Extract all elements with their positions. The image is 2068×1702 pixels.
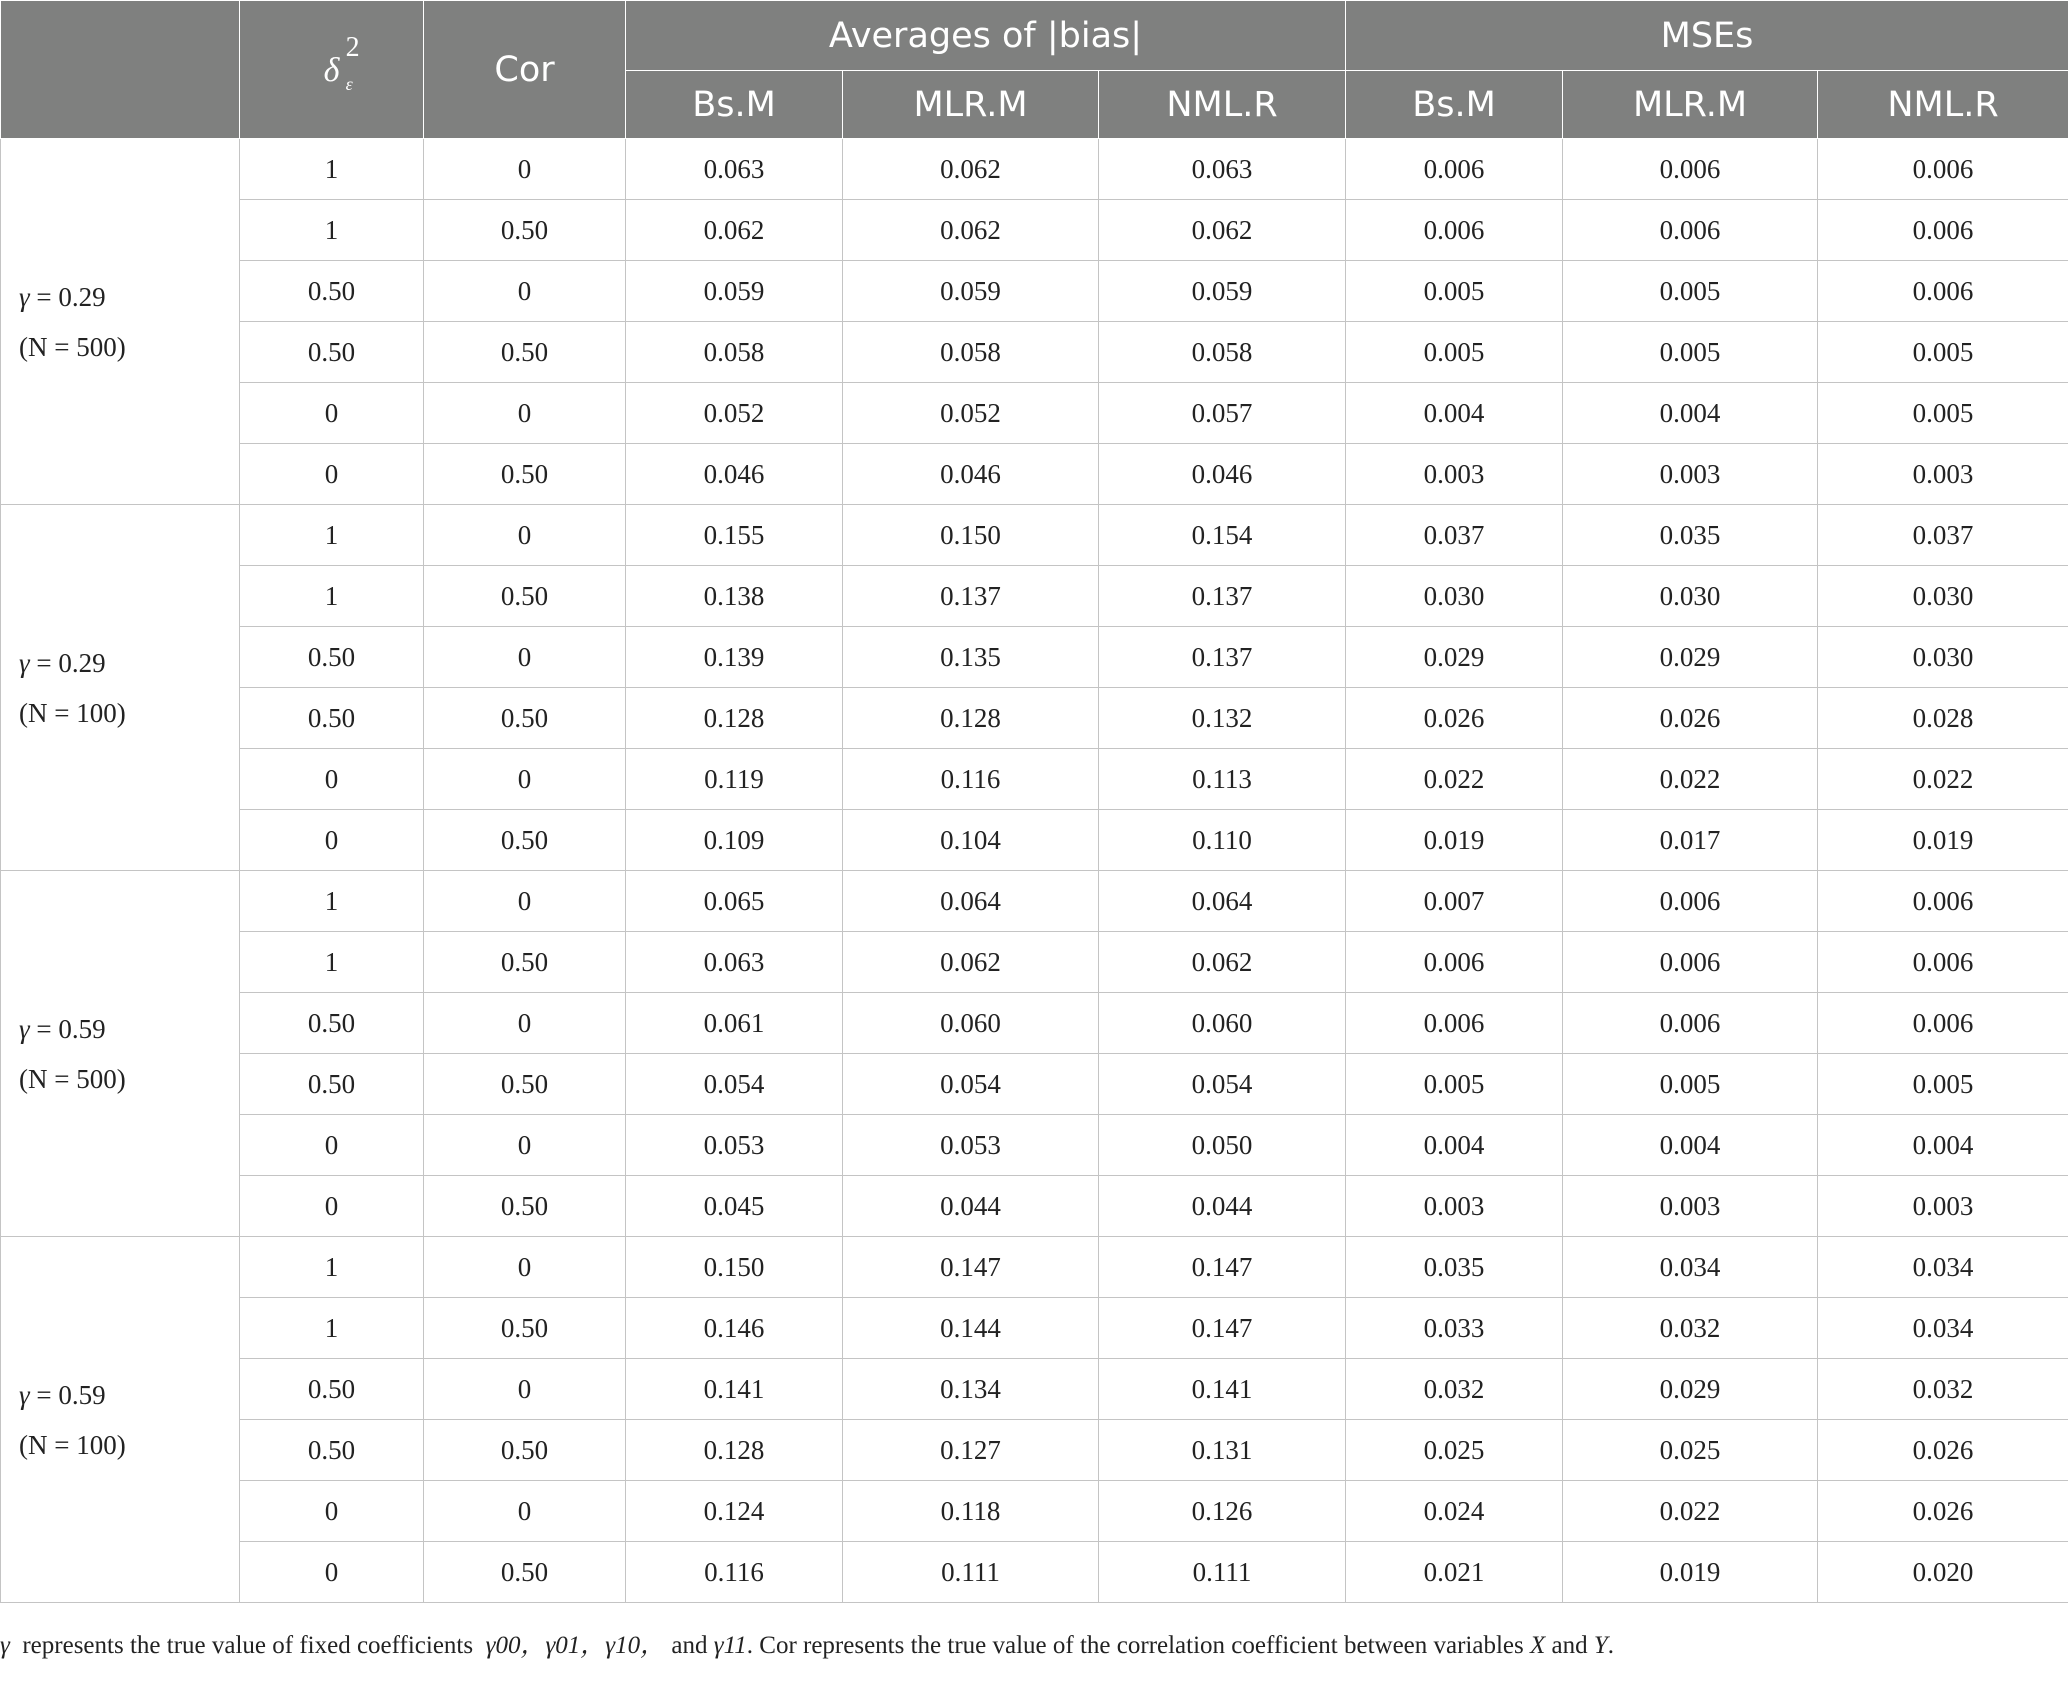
cell-delta: 1 (240, 200, 424, 261)
table-row (1, 566, 2068, 627)
table-header (1, 1, 2068, 139)
cell-mse-bsm: 0.006 (1346, 139, 1563, 200)
table-row (1, 322, 2068, 383)
cell-mse-nmlr: 0.034 (1818, 1298, 2068, 1359)
cell-delta: 1 (240, 139, 424, 200)
cell-cor: 0.50 (424, 1542, 626, 1603)
cell-mse-nmlr: 0.022 (1818, 749, 2068, 810)
cell-bias-bsm: 0.109 (626, 810, 843, 871)
cell-mse-bsm: 0.006 (1346, 932, 1563, 993)
cell-bias-mlrm: 0.062 (843, 932, 1099, 993)
cell-mse-bsm: 0.029 (1346, 627, 1563, 688)
cell-bias-nmlr: 0.063 (1099, 139, 1346, 200)
cell-delta: 0.50 (240, 993, 424, 1054)
cell-bias-bsm: 0.063 (626, 932, 843, 993)
cell-cor: 0 (424, 383, 626, 444)
table-row (1, 993, 2068, 1054)
cell-bias-bsm: 0.119 (626, 749, 843, 810)
cell-bias-bsm: 0.062 (626, 200, 843, 261)
group-gamma-line (19, 638, 239, 688)
footnote-var-y: Y (1593, 1632, 1608, 1659)
table-row (1, 1359, 2068, 1420)
cell-bias-nmlr: 0.064 (1099, 871, 1346, 932)
cell-mse-mlrm: 0.006 (1563, 932, 1818, 993)
cell-delta: 0 (240, 444, 424, 505)
header-bias-nmlr: NML.R (1099, 71, 1346, 139)
cell-cor: 0.50 (424, 688, 626, 749)
cell-cor: 0 (424, 627, 626, 688)
cell-cor: 0 (424, 261, 626, 322)
cell-bias-nmlr: 0.113 (1099, 749, 1346, 810)
cell-mse-nmlr: 0.004 (1818, 1115, 2068, 1176)
cell-bias-nmlr: 0.126 (1099, 1481, 1346, 1542)
cell-cor: 0.50 (424, 1298, 626, 1359)
cell-mse-bsm: 0.004 (1346, 383, 1563, 444)
cell-mse-nmlr: 0.006 (1818, 261, 2068, 322)
cell-mse-bsm: 0.005 (1346, 261, 1563, 322)
cell-bias-bsm: 0.146 (626, 1298, 843, 1359)
table-row (1, 1115, 2068, 1176)
cell-mse-bsm: 0.025 (1346, 1420, 1563, 1481)
table-row (1, 871, 2068, 932)
cell-mse-mlrm: 0.022 (1563, 749, 1818, 810)
table-row (1, 444, 2068, 505)
cell-bias-mlrm: 0.059 (843, 261, 1099, 322)
header-bias-bsm: Bs.M (626, 71, 843, 139)
footnote-text-and: and (1545, 1632, 1594, 1659)
cell-mse-bsm: 0.033 (1346, 1298, 1563, 1359)
header-mse-nmlr: NML.R (1818, 71, 2068, 139)
table-body (1, 139, 2068, 1603)
cell-mse-mlrm: 0.026 (1563, 688, 1818, 749)
cell-mse-mlrm: 0.019 (1563, 1542, 1818, 1603)
cell-delta: 0 (240, 810, 424, 871)
footnote-end: . (1607, 1632, 1615, 1659)
cell-bias-nmlr: 0.054 (1099, 1054, 1346, 1115)
cell-mse-nmlr: 0.037 (1818, 505, 2068, 566)
cell-delta: 1 (240, 1237, 424, 1298)
table-row (1, 1237, 2068, 1298)
cell-bias-mlrm: 0.104 (843, 810, 1099, 871)
cell-mse-mlrm: 0.003 (1563, 444, 1818, 505)
header-mses: MSEs (1346, 1, 2068, 71)
cell-mse-nmlr: 0.005 (1818, 383, 2068, 444)
cell-bias-mlrm: 0.150 (843, 505, 1099, 566)
group-gamma-symbol: γ (19, 1013, 30, 1044)
group-gamma-symbol: γ (19, 1379, 30, 1410)
cell-mse-mlrm: 0.034 (1563, 1237, 1818, 1298)
cell-delta: 0.50 (240, 1420, 424, 1481)
group-label-cell (1, 505, 240, 871)
table-row (1, 139, 2068, 200)
cell-mse-nmlr: 0.030 (1818, 627, 2068, 688)
cell-bias-bsm: 0.061 (626, 993, 843, 1054)
table-row (1, 1054, 2068, 1115)
table-row (1, 932, 2068, 993)
cell-bias-mlrm: 0.058 (843, 322, 1099, 383)
cell-mse-bsm: 0.021 (1346, 1542, 1563, 1603)
cell-mse-bsm: 0.024 (1346, 1481, 1563, 1542)
cell-mse-mlrm: 0.006 (1563, 139, 1818, 200)
cell-cor: 0.50 (424, 932, 626, 993)
cell-bias-nmlr: 0.059 (1099, 261, 1346, 322)
cell-bias-nmlr: 0.111 (1099, 1542, 1346, 1603)
group-gamma-value: = 0.29 (29, 281, 106, 312)
cell-bias-mlrm: 0.118 (843, 1481, 1099, 1542)
cell-bias-bsm: 0.150 (626, 1237, 843, 1298)
cell-mse-mlrm: 0.017 (1563, 810, 1818, 871)
table-row (1, 1420, 2068, 1481)
cell-mse-nmlr: 0.034 (1818, 1237, 2068, 1298)
delta-symbol: δ 2 ε (323, 31, 360, 94)
cell-bias-mlrm: 0.062 (843, 139, 1099, 200)
cell-bias-mlrm: 0.137 (843, 566, 1099, 627)
cell-bias-mlrm: 0.054 (843, 1054, 1099, 1115)
cell-bias-bsm: 0.059 (626, 261, 843, 322)
footnote-var-x: X (1530, 1632, 1546, 1659)
cell-bias-mlrm: 0.044 (843, 1176, 1099, 1237)
cell-bias-bsm: 0.155 (626, 505, 843, 566)
cell-bias-mlrm: 0.116 (843, 749, 1099, 810)
cell-delta: 1 (240, 871, 424, 932)
cell-mse-bsm: 0.030 (1346, 566, 1563, 627)
table-row (1, 688, 2068, 749)
cell-bias-bsm: 0.046 (626, 444, 843, 505)
cell-mse-mlrm: 0.032 (1563, 1298, 1818, 1359)
cell-bias-nmlr: 0.147 (1099, 1298, 1346, 1359)
cell-cor: 0 (424, 505, 626, 566)
cell-mse-mlrm: 0.006 (1563, 200, 1818, 261)
footnote-coefs: γ00，γ01，γ10， (485, 1632, 666, 1659)
cell-bias-bsm: 0.045 (626, 1176, 843, 1237)
cell-mse-bsm: 0.006 (1346, 200, 1563, 261)
cell-mse-bsm: 0.007 (1346, 871, 1563, 932)
group-sample-size: (N = 500) (19, 331, 126, 362)
cell-bias-bsm: 0.063 (626, 139, 843, 200)
cell-cor: 0 (424, 1481, 626, 1542)
cell-bias-mlrm: 0.135 (843, 627, 1099, 688)
cell-cor: 0 (424, 139, 626, 200)
group-label-cell (1, 1237, 240, 1603)
cell-mse-bsm: 0.004 (1346, 1115, 1563, 1176)
cell-bias-bsm: 0.124 (626, 1481, 843, 1542)
cell-mse-nmlr: 0.005 (1818, 322, 2068, 383)
header-mse-bsm: Bs.M (1346, 71, 1563, 139)
footnote-text-2: and (665, 1632, 714, 1659)
footnote-text-1: represents the true value of fixed coefficients (9, 1632, 486, 1659)
table-row (1, 749, 2068, 810)
cell-bias-bsm: 0.058 (626, 322, 843, 383)
cell-delta: 0.50 (240, 322, 424, 383)
cell-cor: 0 (424, 871, 626, 932)
cell-mse-bsm: 0.006 (1346, 993, 1563, 1054)
cell-delta: 1 (240, 566, 424, 627)
cell-mse-nmlr: 0.006 (1818, 871, 2068, 932)
cell-mse-nmlr: 0.020 (1818, 1542, 2068, 1603)
group-gamma-value: = 0.29 (29, 647, 106, 678)
group-gamma-value: = 0.59 (29, 1379, 106, 1410)
cell-delta: 0.50 (240, 688, 424, 749)
table-row (1, 810, 2068, 871)
header-row-top (1, 1, 2068, 71)
group-gamma-symbol: γ (19, 281, 30, 312)
group-sample-size: (N = 100) (19, 1429, 126, 1460)
cell-bias-nmlr: 0.057 (1099, 383, 1346, 444)
group-gamma-line (19, 1370, 239, 1420)
cell-cor: 0.50 (424, 322, 626, 383)
cell-delta: 1 (240, 932, 424, 993)
cell-delta: 0.50 (240, 1054, 424, 1115)
table-row (1, 1481, 2068, 1542)
cell-bias-mlrm: 0.062 (843, 200, 1099, 261)
cell-mse-nmlr: 0.032 (1818, 1359, 2068, 1420)
cell-cor: 0.50 (424, 444, 626, 505)
cell-bias-bsm: 0.128 (626, 1420, 843, 1481)
header-empty-cell (1, 1, 240, 139)
cell-mse-nmlr: 0.006 (1818, 993, 2068, 1054)
cell-mse-nmlr: 0.006 (1818, 139, 2068, 200)
cell-mse-bsm: 0.005 (1346, 322, 1563, 383)
cell-mse-bsm: 0.022 (1346, 749, 1563, 810)
table-row (1, 505, 2068, 566)
cell-bias-mlrm: 0.064 (843, 871, 1099, 932)
cell-bias-nmlr: 0.154 (1099, 505, 1346, 566)
cell-bias-nmlr: 0.131 (1099, 1420, 1346, 1481)
cell-cor: 0.50 (424, 566, 626, 627)
cell-mse-mlrm: 0.005 (1563, 322, 1818, 383)
cell-mse-nmlr: 0.019 (1818, 810, 2068, 871)
cell-delta: 0 (240, 1542, 424, 1603)
cell-bias-bsm: 0.065 (626, 871, 843, 932)
cell-mse-bsm: 0.032 (1346, 1359, 1563, 1420)
header-cor: Cor (424, 1, 626, 139)
table-footnote (0, 1625, 2068, 1661)
table-row (1, 261, 2068, 322)
group-gamma-line (19, 1004, 239, 1054)
cell-mse-bsm: 0.035 (1346, 1237, 1563, 1298)
group-sample-size: (N = 100) (19, 697, 126, 728)
cell-mse-nmlr: 0.003 (1818, 1176, 2068, 1237)
cell-mse-mlrm: 0.005 (1563, 261, 1818, 322)
cell-cor: 0.50 (424, 810, 626, 871)
group-gamma-value: = 0.59 (29, 1013, 106, 1044)
cell-bias-mlrm: 0.111 (843, 1542, 1099, 1603)
cell-cor: 0.50 (424, 1176, 626, 1237)
cell-mse-nmlr: 0.003 (1818, 444, 2068, 505)
table-row (1, 1176, 2068, 1237)
cell-bias-nmlr: 0.137 (1099, 566, 1346, 627)
cell-mse-mlrm: 0.030 (1563, 566, 1818, 627)
cell-bias-mlrm: 0.134 (843, 1359, 1099, 1420)
cell-bias-bsm: 0.141 (626, 1359, 843, 1420)
cell-bias-nmlr: 0.137 (1099, 627, 1346, 688)
cell-mse-nmlr: 0.030 (1818, 566, 2068, 627)
cell-bias-nmlr: 0.062 (1099, 200, 1346, 261)
cell-bias-nmlr: 0.058 (1099, 322, 1346, 383)
footnote-gamma: γ (0, 1632, 10, 1659)
group-gamma-line (19, 272, 239, 322)
cell-bias-mlrm: 0.052 (843, 383, 1099, 444)
cell-bias-bsm: 0.139 (626, 627, 843, 688)
footnote-text-3: . Cor represents the true value of the correlation coefficient between variables (746, 1632, 1530, 1659)
cell-bias-bsm: 0.052 (626, 383, 843, 444)
cell-bias-mlrm: 0.128 (843, 688, 1099, 749)
header-delta-variance (240, 1, 424, 139)
cell-cor: 0.50 (424, 200, 626, 261)
cell-bias-nmlr: 0.147 (1099, 1237, 1346, 1298)
cell-mse-mlrm: 0.035 (1563, 505, 1818, 566)
cell-bias-mlrm: 0.060 (843, 993, 1099, 1054)
cell-bias-nmlr: 0.060 (1099, 993, 1346, 1054)
cell-mse-bsm: 0.003 (1346, 444, 1563, 505)
cell-mse-bsm: 0.037 (1346, 505, 1563, 566)
cell-delta: 0 (240, 1115, 424, 1176)
cell-bias-mlrm: 0.147 (843, 1237, 1099, 1298)
cell-bias-bsm: 0.138 (626, 566, 843, 627)
cell-mse-mlrm: 0.003 (1563, 1176, 1818, 1237)
cell-cor: 0 (424, 1237, 626, 1298)
footnote-last-coef: γ11 (713, 1632, 747, 1659)
cell-mse-mlrm: 0.005 (1563, 1054, 1818, 1115)
cell-mse-bsm: 0.026 (1346, 688, 1563, 749)
cell-mse-mlrm: 0.022 (1563, 1481, 1818, 1542)
group-gamma-symbol: γ (19, 647, 30, 678)
cell-mse-bsm: 0.003 (1346, 1176, 1563, 1237)
cell-mse-nmlr: 0.005 (1818, 1054, 2068, 1115)
cell-mse-mlrm: 0.004 (1563, 383, 1818, 444)
cell-bias-bsm: 0.128 (626, 688, 843, 749)
cell-cor: 0 (424, 993, 626, 1054)
cell-bias-nmlr: 0.141 (1099, 1359, 1346, 1420)
header-mse-mlrm: MLR.M (1563, 71, 1818, 139)
cell-mse-mlrm: 0.006 (1563, 993, 1818, 1054)
cell-delta: 0 (240, 749, 424, 810)
cell-cor: 0 (424, 1359, 626, 1420)
cell-mse-mlrm: 0.029 (1563, 627, 1818, 688)
header-averages-bias: Averages of |bias| (626, 1, 1346, 71)
cell-mse-bsm: 0.005 (1346, 1054, 1563, 1115)
cell-bias-bsm: 0.053 (626, 1115, 843, 1176)
cell-delta: 1 (240, 505, 424, 566)
cell-bias-nmlr: 0.110 (1099, 810, 1346, 871)
cell-bias-nmlr: 0.046 (1099, 444, 1346, 505)
cell-mse-nmlr: 0.006 (1818, 932, 2068, 993)
cell-mse-mlrm: 0.004 (1563, 1115, 1818, 1176)
cell-delta: 0 (240, 383, 424, 444)
table-row (1, 627, 2068, 688)
cell-bias-mlrm: 0.144 (843, 1298, 1099, 1359)
cell-delta: 0 (240, 1481, 424, 1542)
cell-delta: 0.50 (240, 627, 424, 688)
cell-bias-bsm: 0.054 (626, 1054, 843, 1115)
cell-delta: 0 (240, 1176, 424, 1237)
cell-mse-mlrm: 0.006 (1563, 871, 1818, 932)
header-bias-mlrm: MLR.M (843, 71, 1099, 139)
cell-bias-nmlr: 0.062 (1099, 932, 1346, 993)
group-sample-size: (N = 500) (19, 1063, 126, 1094)
cell-bias-mlrm: 0.046 (843, 444, 1099, 505)
cell-bias-bsm: 0.116 (626, 1542, 843, 1603)
cell-mse-mlrm: 0.029 (1563, 1359, 1818, 1420)
cell-bias-mlrm: 0.053 (843, 1115, 1099, 1176)
cell-delta: 0.50 (240, 1359, 424, 1420)
cell-mse-nmlr: 0.026 (1818, 1481, 2068, 1542)
cell-mse-mlrm: 0.025 (1563, 1420, 1818, 1481)
cell-bias-nmlr: 0.132 (1099, 688, 1346, 749)
group-label-cell (1, 139, 240, 505)
cell-bias-nmlr: 0.050 (1099, 1115, 1346, 1176)
table-row (1, 1542, 2068, 1603)
cell-cor: 0 (424, 1115, 626, 1176)
table-row (1, 200, 2068, 261)
cell-cor: 0.50 (424, 1054, 626, 1115)
cell-cor: 0.50 (424, 1420, 626, 1481)
cell-delta: 1 (240, 1298, 424, 1359)
cell-bias-nmlr: 0.044 (1099, 1176, 1346, 1237)
cell-mse-nmlr: 0.006 (1818, 200, 2068, 261)
cell-mse-nmlr: 0.028 (1818, 688, 2068, 749)
cell-mse-nmlr: 0.026 (1818, 1420, 2068, 1481)
cell-cor: 0 (424, 749, 626, 810)
table-row (1, 1298, 2068, 1359)
cell-bias-mlrm: 0.127 (843, 1420, 1099, 1481)
table-row (1, 383, 2068, 444)
cell-mse-bsm: 0.019 (1346, 810, 1563, 871)
group-label-cell (1, 871, 240, 1237)
cell-delta: 0.50 (240, 261, 424, 322)
